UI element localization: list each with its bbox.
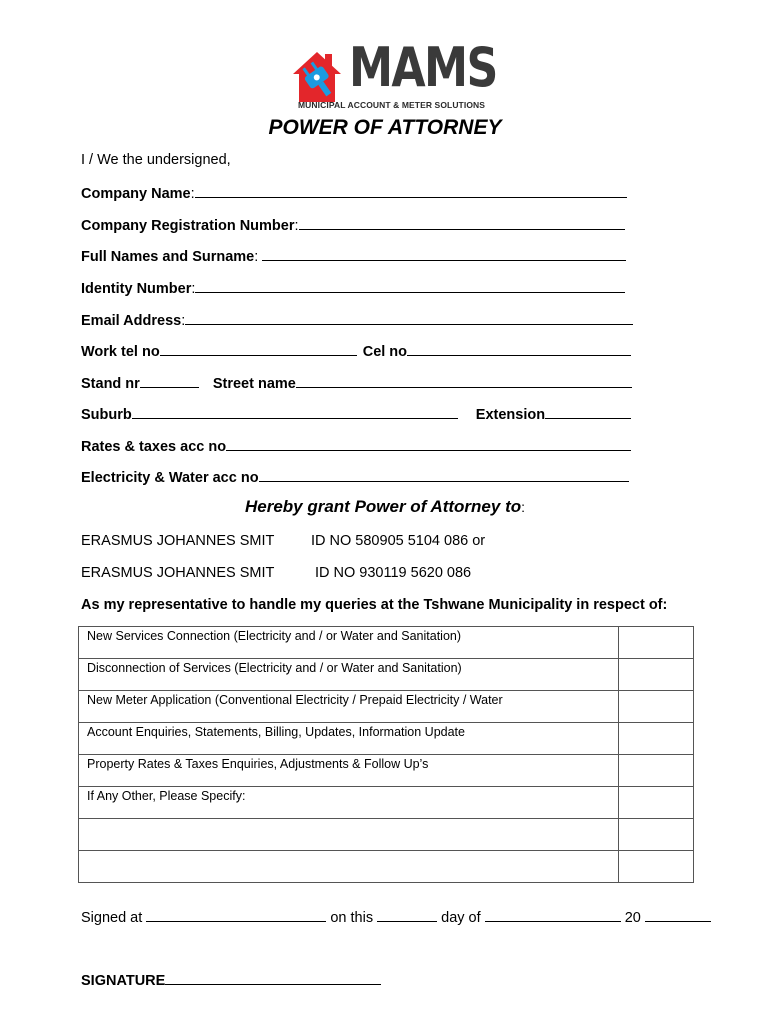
scope-item-label: New Services Connection (Electricity and / or Water and Sanitation) (79, 627, 619, 659)
scope-table (78, 626, 694, 883)
identity-label: Identity Number (81, 281, 192, 297)
logo-subtitle: MUNICIPAL ACCOUNT & METER SOLUTIONS (298, 100, 486, 110)
day-of-label: day of (441, 910, 481, 926)
table-row (79, 851, 694, 883)
cel-label: Cel no (362, 344, 408, 360)
signature-label: SIGNATURE (81, 973, 166, 989)
scope-checkbox-cell[interactable] (619, 851, 694, 883)
work-tel-label: Work tel no (81, 344, 160, 360)
year-field[interactable] (645, 907, 711, 922)
company-name-label: Company Name (81, 186, 191, 202)
company-reg-label: Company Registration Number (81, 218, 295, 234)
year-prefix: 20 (624, 910, 641, 926)
email-field[interactable] (185, 310, 633, 325)
scope-other-field[interactable] (79, 851, 619, 883)
identity-row: Identity Number: (81, 278, 625, 297)
on-this-label: on this (330, 910, 374, 926)
stand-label: Stand nr (81, 376, 140, 392)
representative-name: ERASMUS JOHANNES SMIT (81, 565, 275, 581)
stand-row (81, 373, 632, 392)
logo-wordmark: MAMS (349, 36, 497, 99)
scope-checkbox-cell[interactable] (619, 819, 694, 851)
work-tel-field[interactable] (160, 341, 357, 356)
signature-field[interactable] (165, 970, 381, 985)
scope-checkbox-cell[interactable] (619, 659, 694, 691)
electricity-field[interactable] (259, 467, 629, 482)
suburb-field[interactable] (132, 404, 458, 419)
company-name-row: Company Name: (81, 183, 627, 202)
table-row (79, 723, 694, 755)
identity-field[interactable] (195, 278, 625, 293)
electricity-label: Electricity & Water acc no (81, 470, 259, 486)
month-field[interactable] (485, 907, 621, 922)
tel-row (81, 341, 631, 360)
rates-field[interactable] (226, 436, 631, 451)
full-names-row: Full Names and Surname: (81, 246, 626, 265)
page-title: POWER OF ATTORNEY (268, 116, 502, 139)
stand-field[interactable] (140, 373, 199, 388)
table-row (79, 691, 694, 723)
scope-checkbox-cell[interactable] (619, 755, 694, 787)
representative-name: ERASMUS JOHANNES SMIT (81, 533, 275, 549)
scope-item-label: Property Rates & Taxes Enquiries, Adjustments & Follow Up’s (79, 755, 619, 787)
grant-heading: Hereby grant Power of Attorney to: (244, 497, 526, 516)
company-name-field[interactable] (195, 183, 627, 198)
street-label: Street name (212, 376, 296, 392)
table-row (79, 659, 694, 691)
rates-label: Rates & taxes acc no (81, 439, 227, 455)
representative-row-2 (81, 565, 472, 581)
representative-id: ID NO 580905 5104 086 or (311, 533, 486, 549)
scope-item-label: New Meter Application (Conventional Electricity / Prepaid Electricity / Water (79, 691, 619, 723)
table-row (79, 627, 694, 659)
day-field[interactable] (377, 907, 437, 922)
table-row (79, 787, 694, 819)
cel-field[interactable] (407, 341, 631, 356)
scope-checkbox-cell[interactable] (619, 627, 694, 659)
suburb-row (81, 404, 631, 423)
suburb-label: Suburb (81, 407, 132, 423)
scope-item-label: Account Enquiries, Statements, Billing, Updates, Information Update (79, 723, 619, 755)
table-row (79, 819, 694, 851)
signed-row (81, 907, 711, 926)
full-names-field[interactable] (262, 246, 626, 261)
full-names-label: Full Names and Surname (81, 249, 255, 265)
representative-row-1 (81, 533, 486, 549)
company-reg-field[interactable] (299, 215, 625, 230)
representative-id: ID NO 930119 5620 086 (315, 565, 472, 581)
rates-row (81, 436, 631, 455)
email-row: Email Address: (81, 310, 633, 329)
signed-at-field[interactable] (146, 907, 326, 922)
email-label: Email Address (81, 313, 182, 329)
mams-logo (289, 36, 497, 114)
grant-heading-text: Hereby grant Power of Attorney to (244, 497, 522, 516)
scope-checkbox-cell[interactable] (619, 723, 694, 755)
intro-text: I / We the undersigned, (81, 152, 231, 168)
scope-checkbox-cell[interactable] (619, 787, 694, 819)
table-row (79, 755, 694, 787)
street-field[interactable] (296, 373, 632, 388)
house-plug-icon (289, 44, 351, 104)
company-reg-row: Company Registration Number: (81, 215, 625, 234)
scope-item-label: Disconnection of Services (Electricity and / or Water and Sanitation) (79, 659, 619, 691)
extension-field[interactable] (545, 404, 631, 419)
scope-checkbox-cell[interactable] (619, 691, 694, 723)
extension-label: Extension (475, 407, 546, 423)
scope-other-field[interactable] (79, 819, 619, 851)
electricity-row (81, 467, 629, 486)
representative-statement: As my representative to handle my queries at the Tshwane Municipality in respect of: (81, 597, 668, 613)
signature-row (81, 970, 381, 989)
scope-item-label: If Any Other, Please Specify: (79, 787, 619, 819)
signed-at-label: Signed at (81, 910, 143, 926)
